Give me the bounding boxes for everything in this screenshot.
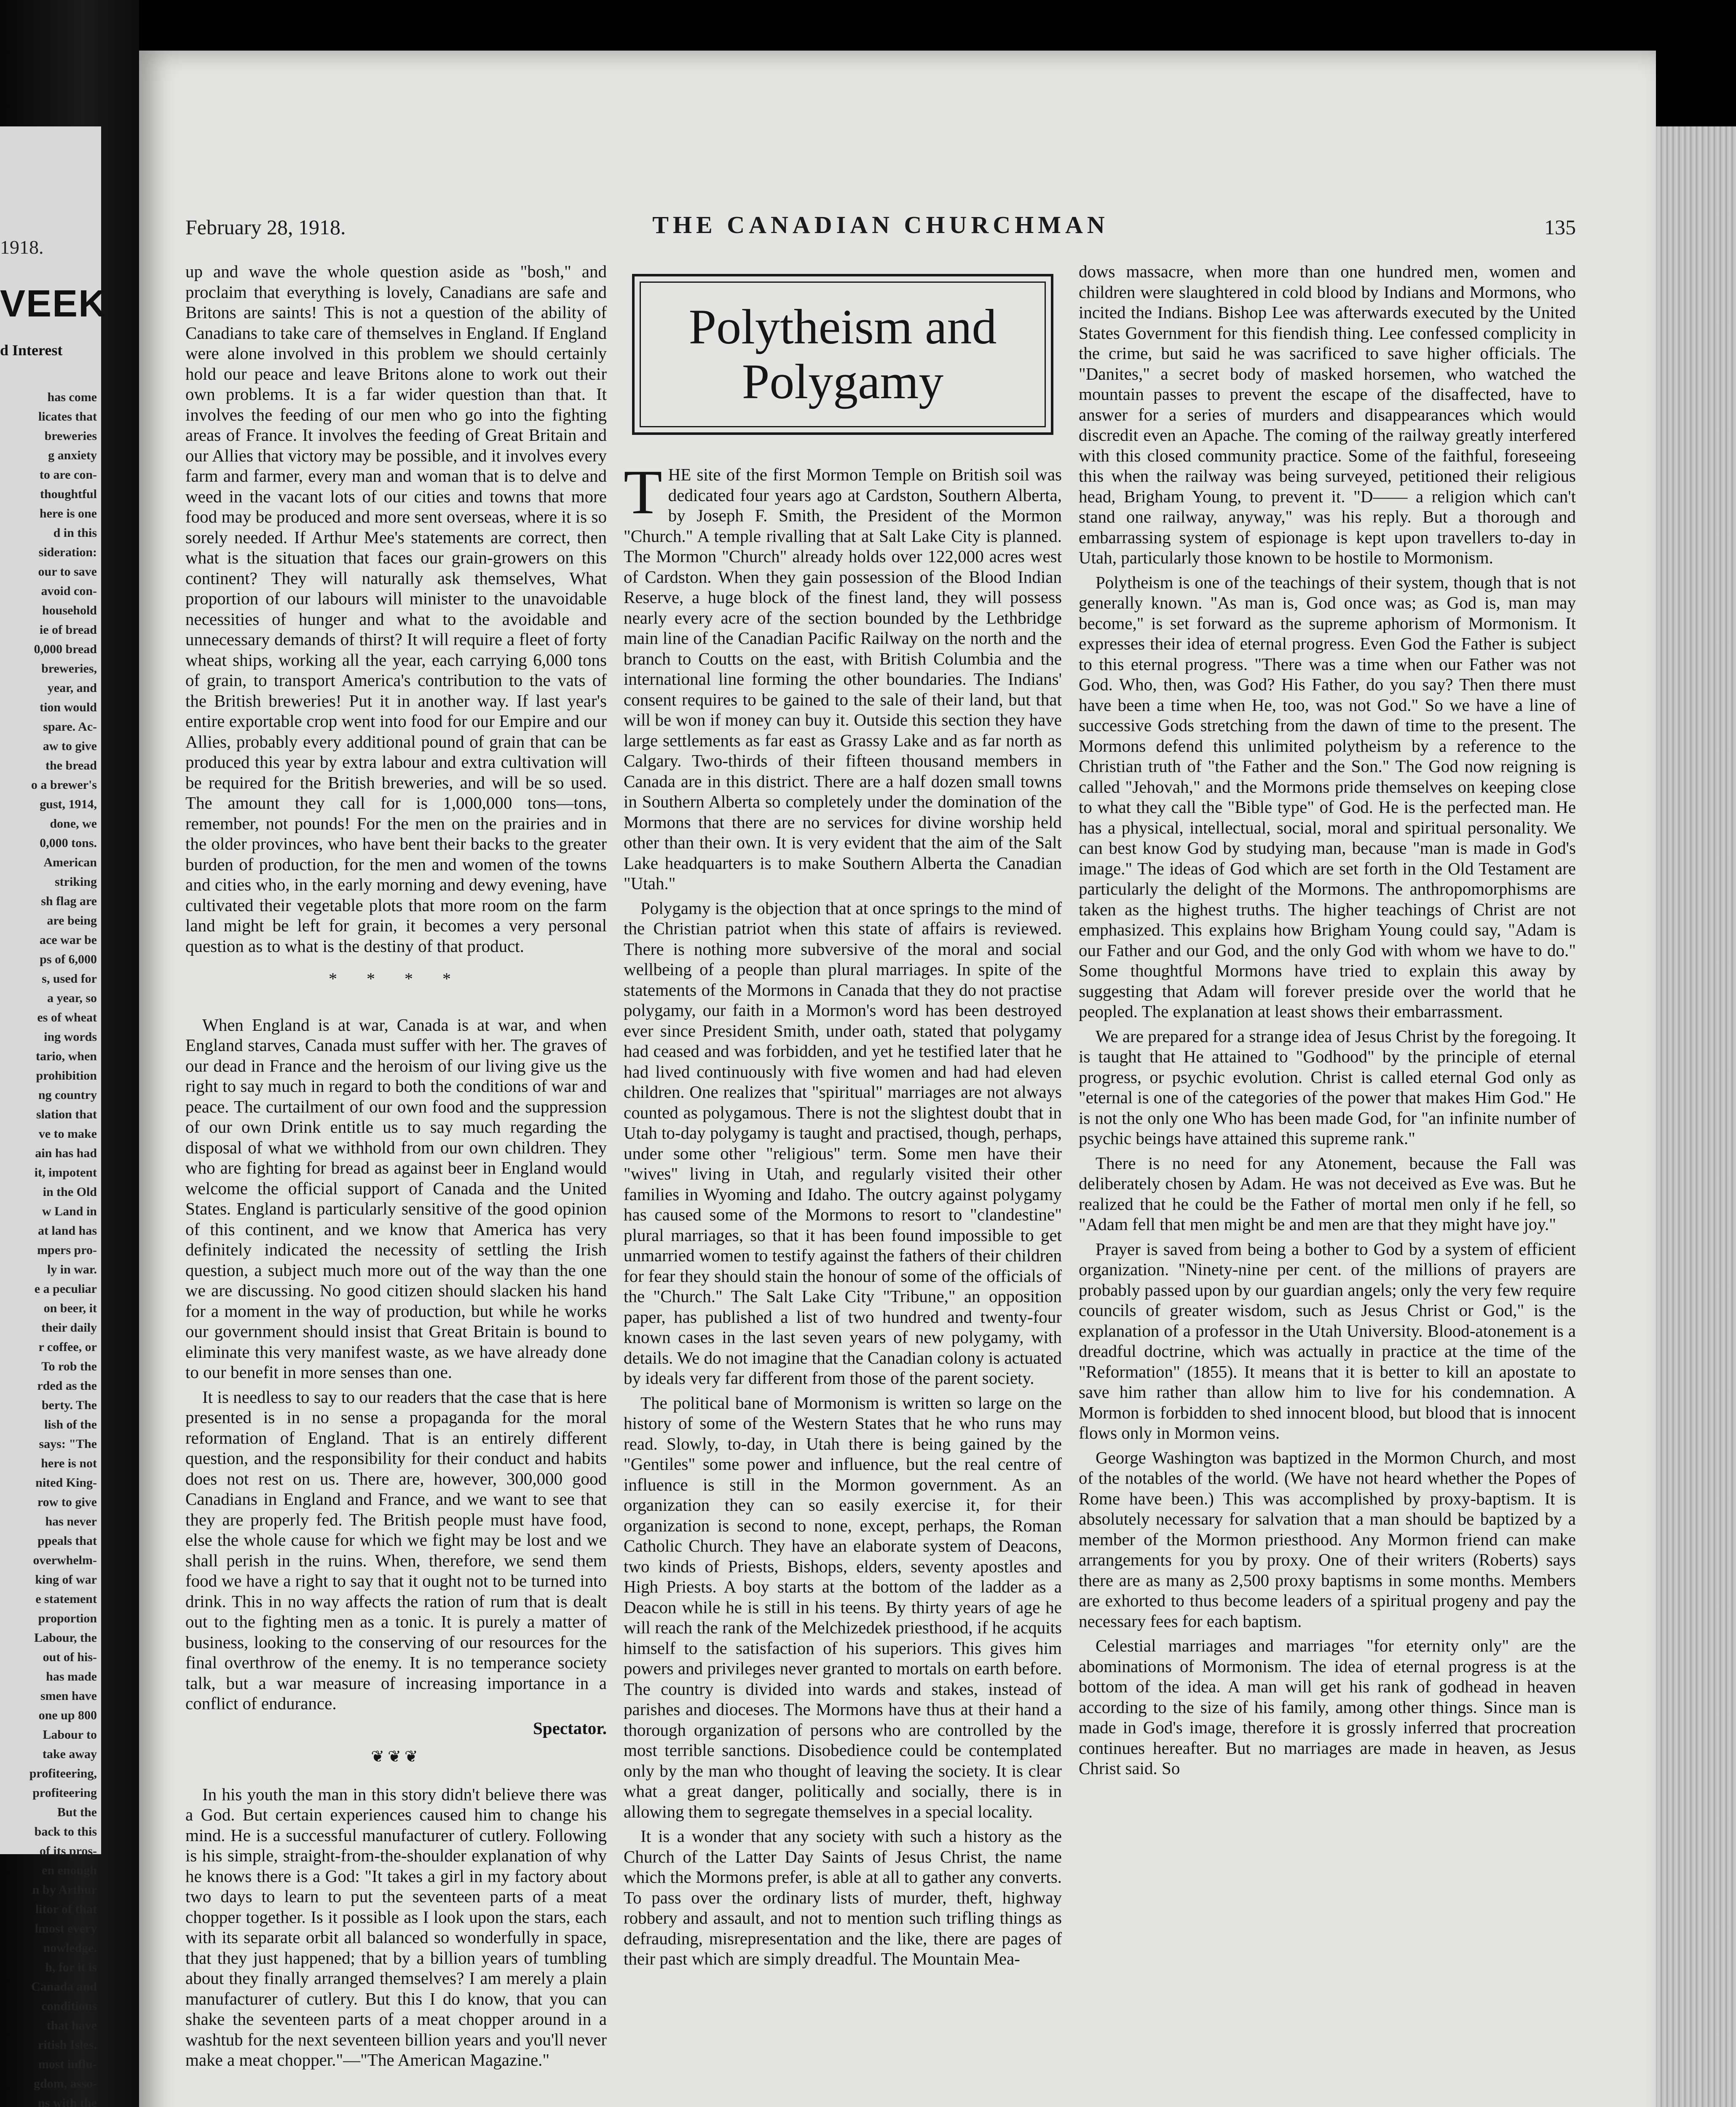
lead-text: HE site of the first Mormon Temple on British soil was dedicated four years ago at Cardston, Southern Alberta, by Joseph F. Smith, the President of the Mormon "Church." A temple rivalling that at Salt Lake City is planned. The Mormon "Church" already holds over 122,000 acres west of Cardston. When they gain possession of the Blood Indian Reserve, a huge block of the finest land, they will possess nearly every acre of the section bounded by the Lethbridge main line of the Canadian Pacific Railway on the north and the branch to Coutts on the east, with British Columbia and the international line forming the other boundaries. The Indians' consent requires to be gained to the sale of their land, but that will be won if money can buy it. Outside this section they have large settlements as far east as Grassy Lake and as far north as Calgary. Two-thirds of their fifteen thousand members in Canada are in this district. There are a half dozen small towns in Southern Alberta so completely under the domination of the Mormons that there are no services for divine worship held other than their own. It is very evident that the aim of the Salt Lake headquarters is to make Southern Alberta the Canadian "Utah." [624, 465, 1062, 893]
adjacent-page-line: lish of the [44, 1418, 97, 1431]
adjacent-page-line: berty. The [41, 1398, 97, 1412]
adjacent-page-line: tario, when [36, 1049, 97, 1063]
adjacent-page-line: avoid con- [41, 584, 97, 598]
adjacent-page-line: smen have [40, 1689, 97, 1703]
adjacent-page-line: s, used for [42, 972, 97, 986]
adjacent-page-line: has never [45, 1515, 97, 1528]
adjacent-page-line: r coffee, or [38, 1340, 97, 1354]
paragraph: We are prepared for a strange idea of Jesus Christ by the foregoing. It is taught that He attained to "Godhood" by the principle of eternal progress, or psychic evolution. Christ is called eternal God only as "eternal is one of the categories of the power that makes Him God." He is not the only one Who has been made God, for "an infinite number of psychic beings have attained this supreme rank." [1079, 1026, 1576, 1148]
adjacent-page-line: nited King- [35, 1476, 97, 1490]
article-headline-box [632, 274, 1053, 435]
adjacent-page-line: mpers pro- [37, 1243, 97, 1257]
adjacent-page-line: spare. Ac- [43, 720, 97, 734]
paragraph: dows massacre, when more than one hundred men, women and children were slaughtered in cold blood by Indians and Mormons, who incited the Indians. Bishop Lee was afterwards executed by the United States Government for this fiendish thing. Lee confessed complicity in the crime, but said he was sacrificed to save higher officials. The "Danites," a secret body of masked horsemen, who watched the mountain passes to prevent the escape of the disaffected, have to answer for a series of murders and disappearances which would discredit even an Apache. The coming of the railway greatly interfered with this closed community practice. Some of the faithful, foreseeing this when the railway was being surveyed, petitioned their religious head, Brigham Young, to prevent it. "D—— a religion which can't stand one railway, anyway," was his reply. But a thorough and embarrassing system of espionage is kept upon travellers to-day in Utah, particularly those known to be hostile to Mormonism. [1079, 262, 1576, 567]
ornament-divider: ❦❦❦ [371, 1748, 421, 1766]
paragraph: It is a wonder that any society with such a history as the Church of the Latter Day Saints of Jesus Christ, the name which the Mormons prefer, is able at all to gather any converts. To pass over the ordinary lists of murder, theft, highway robbery and assault, and not to mention such trifling things as defrauding, misrepresentation and the like, there are pages of their past which are simply dreadful. The Mountain Mea- [624, 1826, 1062, 1968]
adjacent-page-line: overwhelm- [33, 1553, 97, 1567]
adjacent-page-subheading: d Interest [0, 342, 63, 359]
adjacent-page-line: ace war be [39, 933, 97, 947]
adjacent-page-line: that have [46, 2019, 97, 2032]
adjacent-page-line: lmost every [35, 1922, 97, 1935]
adjacent-page-line: es of wheat [37, 1011, 97, 1024]
adjacent-page-line: it, impotent [34, 1166, 97, 1179]
adjacent-page-line: aw to give [43, 739, 97, 753]
adjacent-page-line: year, and [47, 681, 97, 695]
adjacent-page-line: breweries [44, 429, 97, 443]
section-separator: * * * * [329, 969, 463, 988]
paragraph: Polygamy is the objection that at once springs to the mind of the Christian patriot when this state of affairs is reviewed. There is nothing more subversive of the moral and social wellbeing of a people than plural marriages. In spite of the statements of the Mormons in Canada that they do not practise polygamy, our faith in a Mormon's word has been destroyed ever since President Smith, under oath, stated that polygamy had ceased and was forbidden, and yet he testified later that he had lived continuously with five women and had had eleven children. One realizes that "spiritual" marriages are not always counted as polygamous. There is not the slightest doubt that in Utah to-day polygamy is taught and practised, though, perhaps, under some other "religious" term. Some men have their "wives" living in Utah, and regularly visited their other families in Wyoming and Idaho. The outcry against polygamy has caused some of the Mormons to resort to "clandestine" plural marriages, so that it has been found impossible to get unmarried women to testify against the fathers of their children for fear they should stain the honour of some of the officials of the "Church." The Salt Lake City "Tribune," an opposition paper, has published a list of two hundred and twenty-four known cases in the last seven years of new polygamy, with details. We do not imagine that the Canadian colony is actuated by ideals very far different from those of the parent society. [624, 898, 1062, 1388]
paragraph: The political bane of Mormonism is written so large on the history of some of the Western States that he who runs may read. Slowly, to-day, in Utah there is being gained by the "Gentiles" some power and influence, but the real centre of influence is still in the Mormon government. As an organization they can so easily exercise it, for their organization is second to none, except, perhaps, the Roman Catholic Church. They have an elaborate system of Deacons, two kinds of Priests, Bishops, elders, seventy apostles and High Priests. A boy starts at the bottom of the ladder as a Deacon while he is still in his teens. By thirty years of age he will reach the rank of the Melchizedek priesthood, if he acquits himself to the satisfaction of his superiors. This gives him powers and privileges never granted to mortals on earth before. The country is divided into wards and stakes, instead of parishes and dioceses. The Mormons have thus at their hand a thorough organization of persons who are controlled by the most terrible sanctions. Disobedience could be contemplated only by the man who thought of leaving the society. It is clear what a great danger, politically and socially, there is in allowing them to segregate themselves in a special locality. [624, 1393, 1062, 1821]
adjacent-page-line: e a peculiar [34, 1282, 97, 1296]
adjacent-page-line: on beer, it [43, 1301, 97, 1315]
adjacent-page-line: here is one [39, 507, 97, 520]
adjacent-page-line: back to this [34, 1825, 97, 1839]
adjacent-page-line: ns with the [38, 2096, 97, 2107]
adjacent-page-line: in the Old [43, 1185, 97, 1199]
adjacent-page-line: most influ- [38, 2057, 97, 2071]
adjacent-page-line: sideration: [38, 545, 97, 559]
adjacent-page-line: Labour, the [34, 1631, 97, 1645]
adjacent-page-line: ps of 6,000 [40, 952, 97, 966]
adjacent-page-line: ie of bread [39, 623, 97, 637]
adjacent-page-line: row to give [37, 1495, 97, 1509]
adjacent-page-line: But the [57, 1805, 97, 1819]
adjacent-page-line: n by Arthur [32, 1883, 97, 1897]
issue-date: February 28, 1918. [185, 215, 346, 239]
paragraph: up and wave the whole question aside as "bosh," and proclaim that everything is lovely, Canadians are safe and Britons are saints! This is not a question of the ability of Canadians to take care of themselves in England. If England were alone involved in this problem we should certainly hold our peace and leave Britons alone to work out their own problems. It is a far wider question than that. It involves the feeding of our men who go into the fighting areas of France. It involves the feeding of Great Britain and our Allies that victory may be possible, and it involves every farm and farmer, every man and woman that is to delve and weed in the vacant lots of our cities and towns that more food may be produced and more sent overseas, where it is so sorely needed. If Arthur Mee's statements are correct, then what is the situation that faces our grain-growers on this continent? They will naturally ask themselves, What proportion of our labours will minister to the unavoidable necessities of hunger and what to the avoidable and unnecessary demands of thirst? It will require a fleet of forty wheat ships, working all the year, each carrying 6,000 tons of grain, to transport America's contribution to the vats of the British breweries! Put it in another way. If last year's entire exportable crop went into food for our Empire and our Allies, probably every additional pound of grain that can be produced this year by extra labour and extra cultivation will be required for the British breweries, and will be so used. The amount they call for is 1,000,000 tons—tons, remember, not pounds! For the men on the prairies and in the older provinces, who have bent their backs to the greater burden of production, for the men and women of the towns and cities who, in the early morning and dewy evening, have cultivated their vegetable plots that more room on the farm land might be left for grain, it becomes a very personal question as to what is the destiny of that product. [185, 262, 607, 956]
adjacent-page-line: gdom, asso- [33, 2077, 97, 2091]
adjacent-page-line: has made [46, 1670, 97, 1683]
adjacent-page-line: en enough [42, 1863, 97, 1877]
adjacent-page-line: American [43, 855, 97, 869]
adjacent-page-line: g anxiety [48, 448, 97, 462]
adjacent-page-line: slation that [36, 1107, 97, 1121]
adjacent-page-line: ritish Isles. [38, 2038, 97, 2052]
adjacent-page-line: d in this [53, 526, 97, 540]
adjacent-page-line: at land has [38, 1224, 97, 1238]
adjacent-page-line: proportion [38, 1611, 97, 1625]
page-header [185, 211, 1576, 244]
paragraph: Celestial marriages and marriages "for eternity only" are the abominations of Mormonism. The idea of eternal progress is at the bottom of the idea. A man will get his rank of godhead in heaven according to the size of his family, among other things. Since man is made in God's image, therefore it is grossly inferred that procreation continues hereafter. But no marriages are made in heaven, as Jesus Christ said. So [1079, 1636, 1576, 1778]
adjacent-page-line: here is not [41, 1456, 97, 1470]
adjacent-page-line: the bread [46, 759, 97, 772]
column-middle [624, 261, 1062, 1973]
adjacent-page-line: Labour to [43, 1728, 97, 1742]
adjacent-page-line: w Land in [42, 1204, 97, 1218]
adjacent-page-line: conditions [41, 1999, 97, 2013]
adjacent-page-line: breweries, [41, 662, 97, 676]
adjacent-page-line: nowledge. [43, 1941, 97, 1955]
adjacent-page-line: ing words [44, 1030, 97, 1044]
paragraph: Prayer is saved from being a bother to God by a system of efficient organization. "Ninety-nine per cent. of the millions of prayers are probably passed upon by our guardian angels; only the very few require councils of greater wisdom, such as Jesus Christ or God," is the explanation of a professor in the Utah University. Blood-atonement is a dreadful doctrine, which was actually in practice at the time of the "Reformation" (1855). It means that it is better to kill an apostate to save him rather than allow him to live for his condemnation. A Mormon is forbidden to shed innocent blood, but blood that is innocent flows only in Mormon veins. [1079, 1239, 1576, 1442]
column-right [1079, 261, 1576, 1783]
drop-cap: T [624, 457, 662, 527]
adjacent-page-line: out of his- [43, 1650, 97, 1664]
page-number: 135 [1544, 215, 1576, 239]
paragraph: There is no need for any Atonement, because the Fall was deliberately chosen by Adam. He was not deceived as Eve was. But he realized that he could be the Father of mortal men only if he fell, so "Adam fell that men might be and men are that they might have joy." [1079, 1153, 1576, 1234]
adjacent-page-line: to are con- [39, 468, 97, 482]
adjacent-page-line: are being [47, 914, 97, 928]
adjacent-page-line: tion would [40, 700, 97, 714]
paragraph: In his youth the man in this story didn't believe there was a God. But certain experiences caused him to change his mind. He is a successful manufacturer of cutlery. Following is his simple, straight-from-the-shoulder explanation of why he knows there is a God: "It takes a girl in my factory about two days to learn to put the seventeen parts of a meat chopper together. Is it possible as I look upon the stars, each with its separate orbit all balanced so wonderfully in space, that they just happened; that by a billion years of tumbling about they finally arranged themselves? I am merely a plain manufacturer of cutlery. But this I do know, that you can shake the seventeen parts of a meat chopper around in a washtub for the next seventeen billion years and you'll never make a meat chopper."—"The American Magazine." [185, 1784, 607, 2069]
adjacent-page-line: profiteering [32, 1786, 97, 1800]
author-signature: Spectator. [533, 1718, 607, 1738]
adjacent-page-line: ve to make [38, 1127, 97, 1141]
adjacent-page-line: one up 800 [38, 1708, 97, 1722]
adjacent-page-line: profiteering, [29, 1767, 97, 1780]
paragraph: It is needless to say to our readers that the case that is here presented is in no sense a propaganda for the moral reformation of England. That is an entirely different question, and the responsibility for their conduct and habits does not rest on us. There are, however, 300,000 good Canadians in England and France, and we want to see that they are properly fed. The British people must have food, else the whole cause for which we fight may be lost and we shall perish in the ruins. When, therefore, we send them food we have a right to say that it ought not to be turned into drink. This in no way affects the ration of rum that is dealt out to the fighting men as a tonic. It is purely a matter of business, looking to the conserving of our resources for the final overthrow of the enemy. It is no temperance society talk, but a war measure of increasing importance in a conflict of endurance. [185, 1387, 607, 1713]
adjacent-page-line: licates that [38, 410, 97, 424]
paragraph: When England is at war, Canada is at war, and when England starves, Canada must suffer with her. The graves of our dead in France and the heroism of our living give us the right to say much in regard to both the conditions of war and peace. The curtailment of our own food and the suppression of our own Drink entitle us to say much regarding the disposal of what we withhold from our own children. They who are fighting for bread as against beer in England would welcome the official support of Canada and the United States. England is particularly sensitive of the good opinion of this continent, and we know that America has very definitely indicated the necessity of settling the Irish question, a subject much more out of the way than the one we are discussing. No good citizen should slacken his hand for a moment in the way of production, but while he works our government should insist that Great Britain is bound to eliminate this very manifest waste, as we have already done to our benefit in more senses than one. [185, 1015, 607, 1382]
adjacent-page-text [0, 388, 101, 2107]
adjacent-page-line: ly in war. [47, 1263, 97, 1276]
adjacent-page-line: thoughtful [40, 487, 97, 501]
adjacent-page-line: done, we [50, 817, 97, 831]
adjacent-page-line: says: "The [39, 1437, 97, 1451]
adjacent-page-line: Canada and [31, 1980, 97, 1994]
adjacent-page-heading: VEEK [0, 283, 107, 325]
adjacent-page-line: litor of that [35, 1902, 97, 1916]
paragraph: George Washington was baptized in the Mormon Church, and most of the notables of the world. (We have not heard whether the Popes of Rome have been.) This was accomplished by proxy-baptism. It is absolutely necessary for salvation that a man should be baptized by a member of the Mormon priesthood. Any Mormon friend can make arrangements for you by proxy. One of their writers (Roberts) says there are as many as 2,500 proxy baptisms in some months. Members are exhorted to thus become leaders of a spiritual progeny and pay the necessary fees for each baptism. [1079, 1448, 1576, 1631]
adjacent-page-line: e statement [35, 1592, 97, 1606]
adjacent-page-line: has come [47, 390, 97, 404]
publication-title: THE CANADIAN CHURCHMAN [652, 211, 1109, 239]
adjacent-page-line: To rob the [41, 1359, 97, 1373]
adjacent-page-line: o a brewer's [31, 778, 97, 792]
adjacent-page-line: striking [54, 875, 97, 889]
adjacent-page-line: ppeals that [38, 1534, 97, 1548]
adjacent-page-line: gust, 1914, [40, 797, 97, 811]
adjacent-page-line: rded as the [37, 1379, 97, 1393]
adjacent-page-line: sh flag are [41, 894, 97, 908]
adjacent-page-line: ain has had [35, 1146, 97, 1160]
adjacent-page-line: of its pros- [39, 1844, 97, 1858]
lead-paragraph [624, 457, 1062, 894]
adjacent-page-line: our to save [38, 565, 97, 579]
adjacent-page-line: 0,000 bread [34, 642, 97, 656]
adjacent-page-line: household [42, 603, 97, 617]
adjacent-page-line: 0,000 tons. [40, 836, 97, 850]
adjacent-page-line: their daily [41, 1321, 97, 1335]
paragraph: Polytheism is one of the teachings of their system, though that is not generally known. "As man is, God once was; as God is, man may become," is set forward as the supreme aphorism of Mormonism. It expresses their idea of eternal progress. Even God the Father is subject to this eternal progress. "There was a time when our Father was not God. Who, then, was God? His Father, do you say? Then there must have been a time when He, too, was not God." So we have a line of successive Gods stretching from the dawn of time to the present. The Mormons defend this unlimited polytheism by a reference to the Christian truth of "the Father and the Son." The God now reigning is called "Jehovah," and the Mormons pride themselves on keeping close to what they call the "Bible type" of God. He is the perfected man. He has a physical, intellectual, social, moral and spiritual personality. We can best know God by studying man, because "man is made in God's image." The ideas of God which are set forth in the Old Testament are particularly the delight of the Mormons. The anthropomorphisms are taken as the highest truths. The higher teachings of Christ are not emphasized. This explains how Brigham Young could say, "Adam is our Father and our God, and the only God with whom we have to do." Some thoughtful Mormons have tried to explain this away by suggesting that Adam will forever preside over the world that he peopled. The explanation at least shows their embarrassment. [1079, 572, 1576, 1021]
article-headline: Polytheism and Polygamy [640, 281, 1046, 427]
adjacent-page-date: 1918. [0, 236, 44, 258]
page-edges [1656, 126, 1736, 2107]
adjacent-page-line: take away [42, 1747, 97, 1761]
adjacent-page-fragment [0, 126, 107, 2107]
adjacent-page-line: ng country [38, 1088, 97, 1102]
adjacent-page-line: prohibition [36, 1069, 97, 1083]
adjacent-page-line: king of war [35, 1573, 97, 1587]
adjacent-page-line: h, for it is [45, 1960, 97, 1974]
column-left [185, 261, 607, 2075]
adjacent-page-line: a year, so [47, 991, 97, 1005]
